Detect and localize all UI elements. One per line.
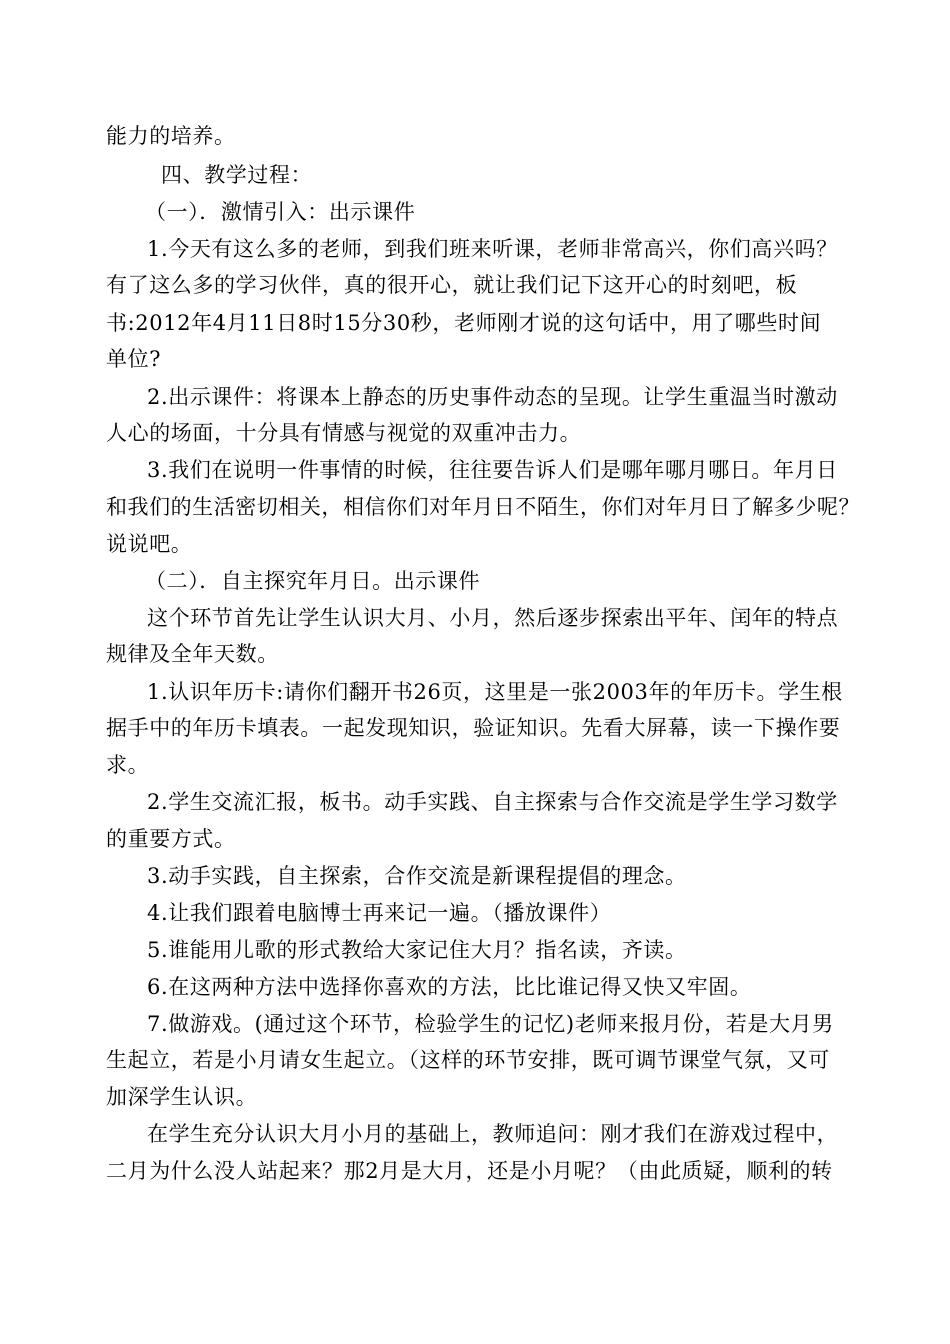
text-line: 书:2012年4月11日8时15分30秒，老师刚才说的这句话中，用了哪些时间 (106, 311, 822, 335)
text-line: 二月为什么没人站起来？那2月是大月，还是小月呢？（由此质疑，顺利的转 (106, 1159, 833, 1183)
text-line: 3.动手实践，自主探索，合作交流是新课程提倡的理念。 (147, 864, 687, 888)
subsection-heading: （二）．自主探究年月日。出示课件 (145, 569, 481, 593)
text-line: 2.出示课件：将课本上静态的历史事件动态的呈现。让学生重温当时激动 (147, 385, 838, 409)
text-line: 1.今天有这么多的老师，到我们班来听课，老师非常高兴，你们高兴吗？ (147, 237, 838, 261)
text-line: 有了这么多的学习伙伴，真的很开心，就让我们记下这开心的时刻吧，板 (106, 273, 798, 297)
text-line: 的重要方式。 (106, 827, 236, 851)
text-line: 这个环节首先让学生认识大月、小月，然后逐步探索出平年、闰年的特点 (147, 606, 839, 630)
text-line: 3.我们在说明一件事情的时候，往往要告诉人们是哪年哪月哪日。年月日 (147, 458, 838, 482)
text-line: 生起立，若是小月请女生起立。（这样的环节安排，既可调节课堂气氛，又可 (106, 1048, 830, 1072)
text-line: 1.认识年历卡:请你们翻开书26页，这里是一张2003年的年历卡。学生根 (147, 680, 843, 704)
text-line: 2.学生交流汇报，板书。动手实践、自主探索与合作交流是学生学习数学 (147, 790, 838, 814)
subsection-heading: （一）．激情引入：出示课件 (145, 200, 416, 224)
text-line: 7.做游戏。(通过这个环节，检验学生的记忆)老师来报月份，若是大月男 (147, 1012, 834, 1036)
text-line: 人心的场面，十分具有情感与视觉的双重冲击力。 (106, 421, 582, 445)
text-line: 说说吧。 (106, 532, 193, 556)
text-line: 和我们的生活密切相关，相信你们对年月日不陌生，你们对年月日了解多少呢？ (106, 495, 860, 519)
text-line: 5.谁能用儿歌的形式教给大家记住大月？指名读，齐读。 (147, 938, 687, 962)
text-line: 在学生充分认识大月小月的基础上，教师追问：刚才我们在游戏过程中， (147, 1122, 839, 1146)
text-line: 求。 (106, 753, 150, 777)
text-line: 6.在这两种方法中选择你喜欢的方法，比比谁记得又快又牢固。 (147, 975, 752, 999)
section-heading: 四、教学过程： (161, 163, 313, 187)
text-line: 据手中的年历卡填表。一起发现知识，验证知识。先看大屏幕，读一下操作要 (106, 716, 841, 740)
text-line: 能力的培养。 (106, 124, 236, 148)
text-line: 4.让我们跟着电脑博士再来记一遍。（播放课件） (147, 901, 612, 925)
text-line: 单位? (106, 347, 162, 371)
text-line: 规律及全年天数。 (106, 642, 279, 666)
text-line: 加深学生认识。 (106, 1085, 258, 1109)
